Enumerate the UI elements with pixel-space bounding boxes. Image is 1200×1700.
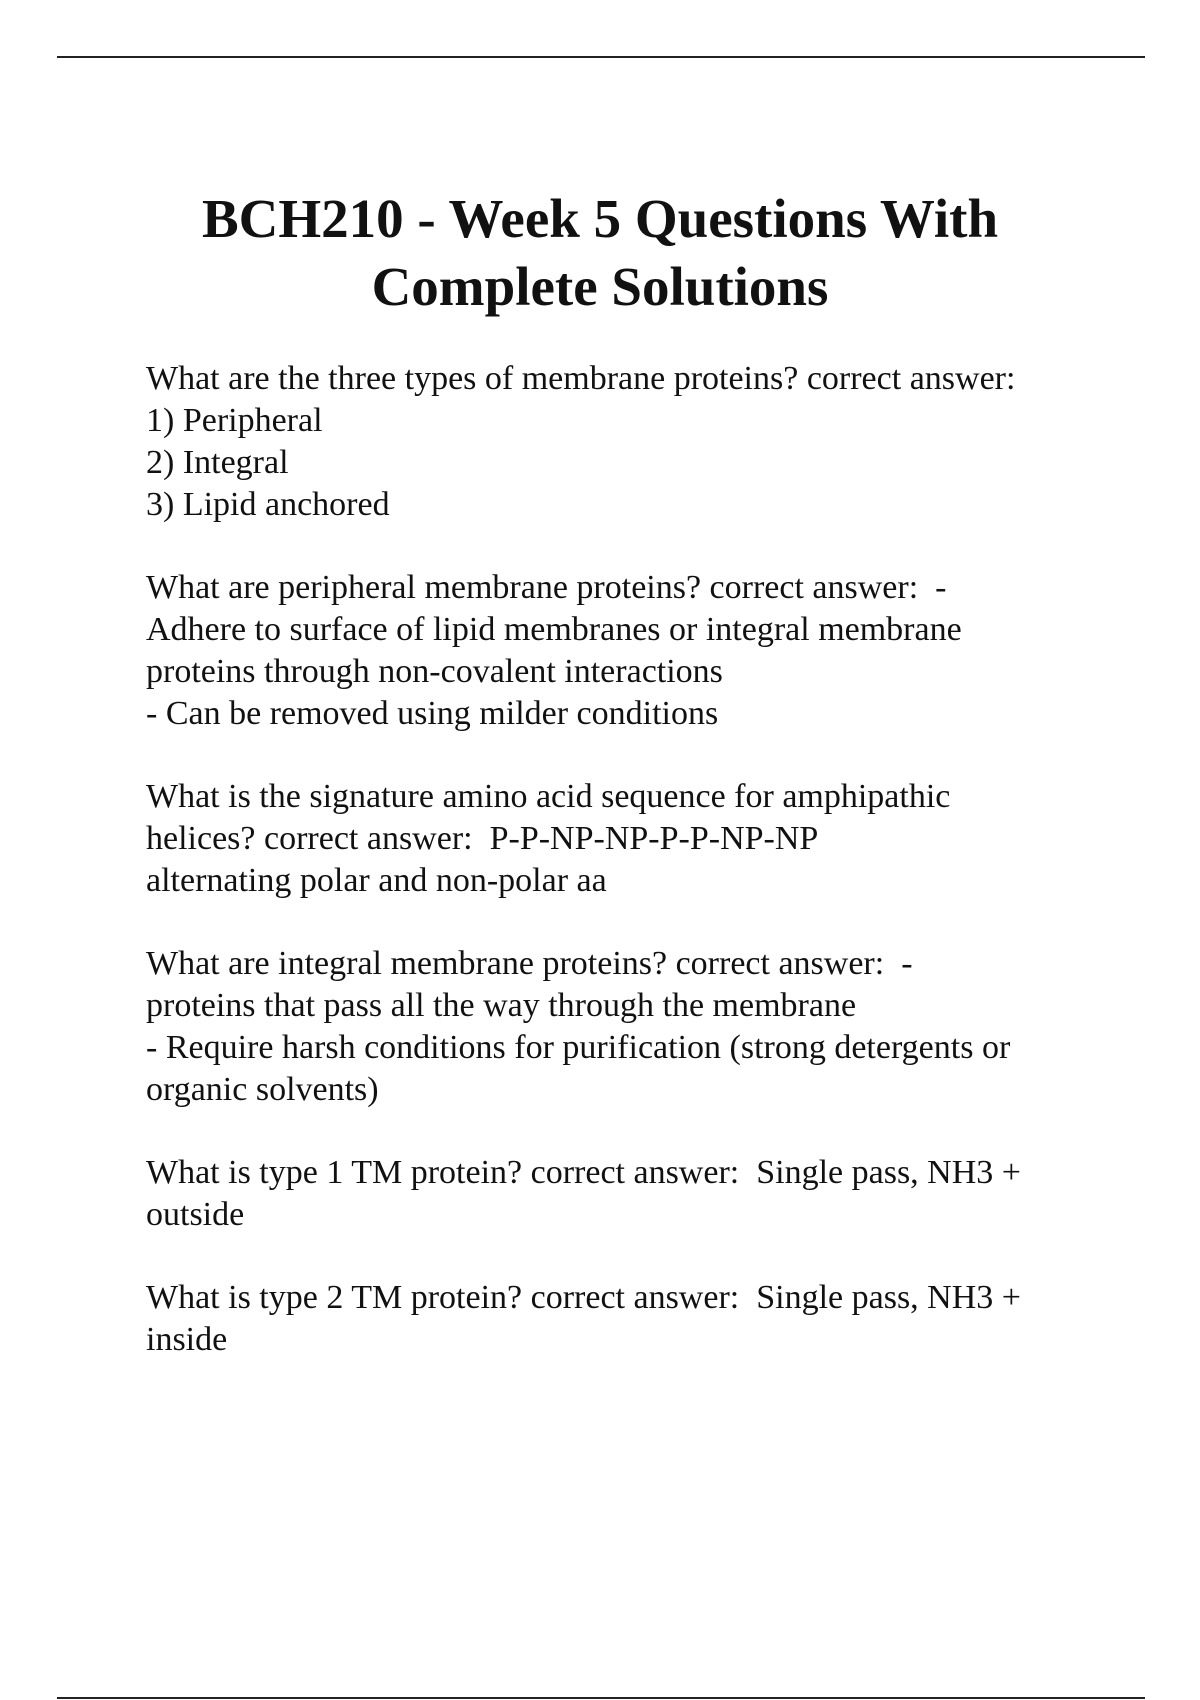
document-title (100, 185, 1100, 321)
qa-line: proteins that pass all the way through the membrane (146, 987, 857, 1024)
title-line: BCH210 - Week 5 Questions With (201, 188, 999, 249)
qa-entry-integral-proteins (146, 943, 1106, 1111)
qa-line: proteins through non-covalent interactions (146, 653, 723, 690)
qa-line: - Require harsh conditions for purification (strong detergents or (146, 1029, 1011, 1066)
qa-entry-membrane-protein-types (146, 358, 1106, 526)
qa-line: What is the signature amino acid sequence for amphipathic (146, 778, 951, 815)
qa-line: inside (146, 1321, 228, 1358)
qa-line: 1) Peripheral (146, 402, 323, 439)
qa-entry-type2-tm-protein (146, 1277, 1106, 1361)
top-divider (57, 56, 1145, 58)
qa-line: outside (146, 1196, 245, 1233)
qa-entry-peripheral-proteins (146, 567, 1106, 735)
bottom-divider (57, 1697, 1145, 1699)
title-line: Complete Solutions (371, 256, 829, 317)
qa-line: - Can be removed using milder conditions (146, 695, 719, 732)
qa-line: What are integral membrane proteins? correct answer: - (146, 945, 913, 982)
qa-line: organic solvents) (146, 1071, 379, 1108)
question-list (146, 358, 1106, 1402)
qa-line: What are the three types of membrane proteins? correct answer: (146, 360, 1016, 397)
qa-line: 3) Lipid anchored (146, 486, 390, 523)
qa-entry-type1-tm-protein (146, 1152, 1106, 1236)
qa-line: What is type 1 TM protein? correct answer: Single pass, NH3 + (146, 1154, 1021, 1191)
qa-line: What is type 2 TM protein? correct answer: Single pass, NH3 + (146, 1279, 1021, 1316)
qa-line: helices? correct answer: P-P-NP-NP-P-P-NP-NP (146, 820, 819, 857)
qa-line: 2) Integral (146, 444, 289, 481)
qa-line: alternating polar and non-polar aa (146, 862, 607, 899)
qa-line: What are peripheral membrane proteins? correct answer: - (146, 569, 947, 606)
qa-entry-amphipathic-helices (146, 776, 1106, 902)
qa-line: Adhere to surface of lipid membranes or integral membrane (146, 611, 962, 648)
